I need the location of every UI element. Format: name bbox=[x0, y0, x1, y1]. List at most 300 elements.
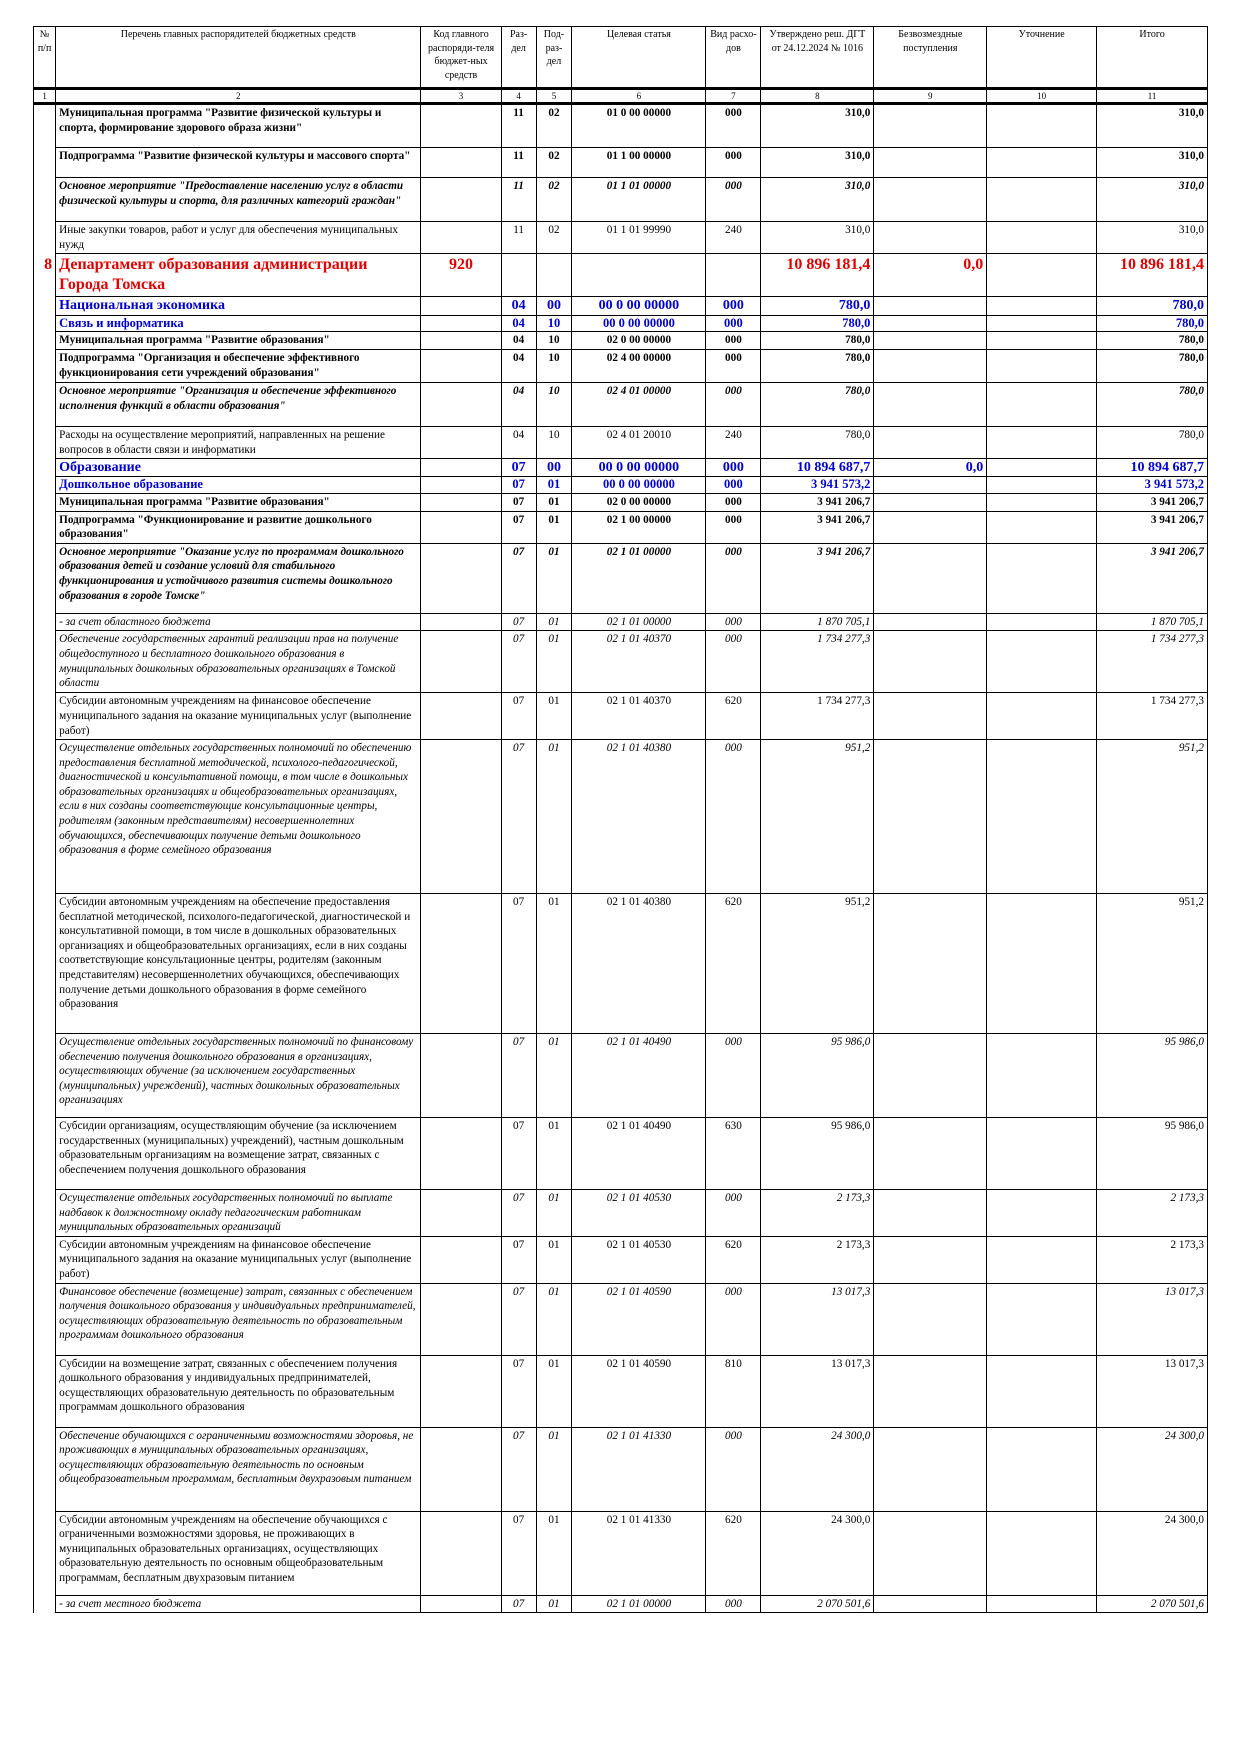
grants-amount bbox=[874, 148, 987, 178]
budget-item-name: Дошкольное образование bbox=[56, 477, 421, 494]
holder-code bbox=[421, 1355, 501, 1427]
section-code: 04 bbox=[501, 297, 536, 315]
row-number bbox=[34, 494, 56, 512]
approved-amount: 13 017,3 bbox=[761, 1355, 874, 1427]
approved-amount: 310,0 bbox=[761, 178, 874, 222]
budget-item-name: - за счет областного бюджета bbox=[56, 613, 421, 631]
approved-amount: 10 896 181,4 bbox=[761, 254, 874, 297]
grants-amount bbox=[874, 104, 987, 148]
grants-amount bbox=[874, 1355, 987, 1427]
approved-amount: 95 986,0 bbox=[761, 1034, 874, 1118]
budget-item-name: Муниципальная программа "Развитие образования" bbox=[56, 332, 421, 350]
subsection-code: 01 bbox=[536, 1355, 572, 1427]
adjustment-amount bbox=[987, 1355, 1097, 1427]
holder-code bbox=[421, 693, 501, 740]
section-code: 04 bbox=[501, 382, 536, 426]
subsection-code: 01 bbox=[536, 1236, 572, 1283]
holder-code bbox=[421, 315, 501, 332]
approved-amount: 3 941 206,7 bbox=[761, 543, 874, 613]
section-code bbox=[501, 254, 536, 297]
row-number bbox=[34, 297, 56, 315]
holder-code bbox=[421, 349, 501, 382]
adjustment-amount bbox=[987, 297, 1097, 315]
row-number bbox=[34, 1236, 56, 1283]
expense-type: 000 bbox=[706, 613, 761, 631]
budget-table bbox=[33, 26, 1208, 1613]
expense-type bbox=[706, 254, 761, 297]
row-number bbox=[34, 1427, 56, 1511]
header-approved: Утверждено реш. ДГТ от 24.12.2024 № 1016 bbox=[761, 27, 874, 89]
section-code: 07 bbox=[501, 1427, 536, 1511]
total-amount: 1 734 277,3 bbox=[1097, 631, 1208, 693]
section-code: 07 bbox=[501, 693, 536, 740]
row-number bbox=[34, 693, 56, 740]
header-target-article: Целевая статья bbox=[572, 27, 706, 89]
row-number bbox=[34, 332, 56, 350]
adjustment-amount bbox=[987, 104, 1097, 148]
column-number: 10 bbox=[987, 89, 1097, 104]
budget-item-name: Субсидии автономным учреждениям на финансовое обеспечение муниципального задания на оказание муниципальных услуг (выполнение работ) bbox=[56, 1236, 421, 1283]
table-row bbox=[34, 104, 1208, 148]
adjustment-amount bbox=[987, 315, 1097, 332]
expense-type: 620 bbox=[706, 693, 761, 740]
column-number-row bbox=[34, 89, 1208, 104]
total-amount: 3 941 206,7 bbox=[1097, 494, 1208, 512]
expense-type: 000 bbox=[706, 494, 761, 512]
approved-amount: 24 300,0 bbox=[761, 1427, 874, 1511]
budget-item-name: Финансовое обеспечение (возмещение) затрат, связанных с обеспечением получения дошкольного образования у индивидуальных предпринимателей, осуществляющих образовательную деятельность по образовательным программам дошкольного образования bbox=[56, 1283, 421, 1355]
grants-amount bbox=[874, 740, 987, 894]
holder-code bbox=[421, 511, 501, 543]
budget-item-name: Национальная экономика bbox=[56, 297, 421, 315]
holder-code bbox=[421, 426, 501, 458]
table-row bbox=[34, 1427, 1208, 1511]
total-amount: 780,0 bbox=[1097, 315, 1208, 332]
budget-item-name: Образование bbox=[56, 459, 421, 477]
row-number bbox=[34, 148, 56, 178]
target-article: 02 1 01 40490 bbox=[572, 1034, 706, 1118]
target-article: 02 1 01 00000 bbox=[572, 1595, 706, 1613]
table-row bbox=[34, 1034, 1208, 1118]
section-code: 07 bbox=[501, 1511, 536, 1595]
grants-amount bbox=[874, 1034, 987, 1118]
budget-item-name: Муниципальная программа "Развитие физической культуры и спорта, формирование здорового образа жизни" bbox=[56, 104, 421, 148]
subsection-code: 02 bbox=[536, 222, 572, 254]
grants-amount bbox=[874, 477, 987, 494]
budget-item-name: Осуществление отдельных государственных полномочий по выплате надбавок к должностному окладу педагогическим работникам муниципальных образовательных организаций bbox=[56, 1190, 421, 1237]
total-amount: 95 986,0 bbox=[1097, 1118, 1208, 1190]
header-subsection: Под-раз-дел bbox=[536, 27, 572, 89]
target-article: 02 1 01 00000 bbox=[572, 613, 706, 631]
table-row bbox=[34, 426, 1208, 458]
budget-item-name: Субсидии организациям, осуществляющим обучение (за исключением государственных (муниципальных) учреждений), частным дошкольным образовательным организациям на возмещение затрат, связанных с обеспечением получения дошкольного образования bbox=[56, 1118, 421, 1190]
adjustment-amount bbox=[987, 382, 1097, 426]
budget-item-name: Обеспечение государственных гарантий реализации прав на получение общедоступного и бесплатного дошкольного образования в муниципальных дошкольных образовательных организациях в Томской области bbox=[56, 631, 421, 693]
holder-code bbox=[421, 477, 501, 494]
section-code: 07 bbox=[501, 1595, 536, 1613]
expense-type: 620 bbox=[706, 1236, 761, 1283]
grants-amount bbox=[874, 1283, 987, 1355]
section-code: 07 bbox=[501, 1236, 536, 1283]
expense-type: 000 bbox=[706, 148, 761, 178]
target-article: 02 1 01 00000 bbox=[572, 543, 706, 613]
row-number bbox=[34, 631, 56, 693]
header-number: № п/п bbox=[34, 27, 56, 89]
total-amount: 2 173,3 bbox=[1097, 1236, 1208, 1283]
subsection-code: 10 bbox=[536, 315, 572, 332]
expense-type: 810 bbox=[706, 1355, 761, 1427]
budget-item-name: Осуществление отдельных государственных полномочий по обеспечению предоставления бесплатной методической, психолого-педагогической, диагностической и консультативной помощи, в том числе в дошкольных образовательных организациях и общеобразовательных организациях, если в них созданы соответствующие консультационные центры, родителям (законным представителям) несовершеннолетних обучающихся, обеспечивающих получение детьми дошкольного образования в форме семейного образования bbox=[56, 740, 421, 894]
target-article bbox=[572, 254, 706, 297]
adjustment-amount bbox=[987, 222, 1097, 254]
subsection-code: 01 bbox=[536, 494, 572, 512]
column-number: 9 bbox=[874, 89, 987, 104]
total-amount: 3 941 573,2 bbox=[1097, 477, 1208, 494]
subsection-code: 01 bbox=[536, 1118, 572, 1190]
row-number bbox=[34, 543, 56, 613]
adjustment-amount bbox=[987, 349, 1097, 382]
expense-type: 620 bbox=[706, 894, 761, 1034]
adjustment-amount bbox=[987, 1283, 1097, 1355]
row-number bbox=[34, 740, 56, 894]
adjustment-amount bbox=[987, 511, 1097, 543]
section-code: 11 bbox=[501, 104, 536, 148]
adjustment-amount bbox=[987, 1190, 1097, 1237]
adjustment-amount bbox=[987, 1595, 1097, 1613]
adjustment-amount bbox=[987, 1034, 1097, 1118]
subsection-code: 00 bbox=[536, 459, 572, 477]
section-code: 11 bbox=[501, 178, 536, 222]
adjustment-amount bbox=[987, 477, 1097, 494]
approved-amount: 2 070 501,6 bbox=[761, 1595, 874, 1613]
section-code: 11 bbox=[501, 148, 536, 178]
row-number bbox=[34, 1190, 56, 1237]
budget-item-name: Основное мероприятие "Предоставление населению услуг в области физической культуры и спорта, для различных категорий граждан" bbox=[56, 178, 421, 222]
table-row bbox=[34, 1190, 1208, 1237]
grants-amount bbox=[874, 511, 987, 543]
total-amount: 13 017,3 bbox=[1097, 1355, 1208, 1427]
total-amount: 1 870 705,1 bbox=[1097, 613, 1208, 631]
header-row bbox=[34, 27, 1208, 89]
section-code: 07 bbox=[501, 1118, 536, 1190]
adjustment-amount bbox=[987, 459, 1097, 477]
section-code: 07 bbox=[501, 494, 536, 512]
section-code: 07 bbox=[501, 511, 536, 543]
row-number bbox=[34, 1511, 56, 1595]
holder-code bbox=[421, 1236, 501, 1283]
section-code: 04 bbox=[501, 426, 536, 458]
header-adjustment: Уточнение bbox=[987, 27, 1097, 89]
total-amount: 3 941 206,7 bbox=[1097, 511, 1208, 543]
total-amount: 3 941 206,7 bbox=[1097, 543, 1208, 613]
adjustment-amount bbox=[987, 613, 1097, 631]
table-row bbox=[34, 315, 1208, 332]
subsection-code: 01 bbox=[536, 1283, 572, 1355]
subsection-code: 01 bbox=[536, 1427, 572, 1511]
adjustment-amount bbox=[987, 631, 1097, 693]
budget-item-name: Обеспечение обучающихся с ограниченными возможностями здоровья, не проживающих в муниципальных образовательных организациях, осуществляющих образовательную деятельность по основным общеобразовательным программам, бесплатным двухразовым питанием bbox=[56, 1427, 421, 1511]
total-amount: 310,0 bbox=[1097, 148, 1208, 178]
budget-item-name: Муниципальная программа "Развитие образования" bbox=[56, 494, 421, 512]
approved-amount: 1 734 277,3 bbox=[761, 631, 874, 693]
expense-type: 000 bbox=[706, 1034, 761, 1118]
approved-amount: 310,0 bbox=[761, 148, 874, 178]
grants-amount bbox=[874, 426, 987, 458]
header-holder-code: Код главного распоряди-теля бюджет-ных средств bbox=[421, 27, 501, 89]
total-amount: 780,0 bbox=[1097, 297, 1208, 315]
total-amount: 951,2 bbox=[1097, 894, 1208, 1034]
approved-amount: 1 734 277,3 bbox=[761, 693, 874, 740]
target-article: 02 1 01 41330 bbox=[572, 1427, 706, 1511]
total-amount: 13 017,3 bbox=[1097, 1283, 1208, 1355]
grants-amount bbox=[874, 297, 987, 315]
section-code: 07 bbox=[501, 1283, 536, 1355]
column-number: 6 bbox=[572, 89, 706, 104]
adjustment-amount bbox=[987, 1118, 1097, 1190]
holder-code bbox=[421, 104, 501, 148]
holder-code bbox=[421, 1595, 501, 1613]
subsection-code: 01 bbox=[536, 1595, 572, 1613]
expense-type: 000 bbox=[706, 511, 761, 543]
subsection-code: 01 bbox=[536, 631, 572, 693]
row-number bbox=[34, 1355, 56, 1427]
table-row bbox=[34, 1236, 1208, 1283]
grants-amount bbox=[874, 693, 987, 740]
adjustment-amount bbox=[987, 740, 1097, 894]
approved-amount: 780,0 bbox=[761, 297, 874, 315]
subsection-code: 01 bbox=[536, 1190, 572, 1237]
approved-amount: 3 941 573,2 bbox=[761, 477, 874, 494]
holder-code bbox=[421, 332, 501, 350]
total-amount: 780,0 bbox=[1097, 382, 1208, 426]
budget-item-name: - за счет местного бюджета bbox=[56, 1595, 421, 1613]
subsection-code: 01 bbox=[536, 543, 572, 613]
table-row bbox=[34, 613, 1208, 631]
subsection-code: 01 bbox=[536, 1034, 572, 1118]
total-amount: 310,0 bbox=[1097, 222, 1208, 254]
target-article: 01 1 00 00000 bbox=[572, 148, 706, 178]
target-article: 00 0 00 00000 bbox=[572, 315, 706, 332]
holder-code bbox=[421, 1034, 501, 1118]
row-number bbox=[34, 222, 56, 254]
table-row bbox=[34, 1355, 1208, 1427]
adjustment-amount bbox=[987, 693, 1097, 740]
grants-amount bbox=[874, 332, 987, 350]
budget-item-name: Субсидии автономным учреждениям на обеспечение обучающихся с ограниченными возможностями здоровья, не проживающих в муниципальных образовательных организациях, осуществляющих образовательную деятельность по основным общеобразовательным программам, бесплатным двухразовым питанием bbox=[56, 1511, 421, 1595]
approved-amount: 780,0 bbox=[761, 332, 874, 350]
subsection-code: 10 bbox=[536, 382, 572, 426]
adjustment-amount bbox=[987, 178, 1097, 222]
expense-type: 000 bbox=[706, 1427, 761, 1511]
expense-type: 000 bbox=[706, 382, 761, 426]
row-number bbox=[34, 1034, 56, 1118]
budget-item-name: Иные закупки товаров, работ и услуг для обеспечения муниципальных нужд bbox=[56, 222, 421, 254]
adjustment-amount bbox=[987, 1511, 1097, 1595]
target-article: 02 1 01 40590 bbox=[572, 1355, 706, 1427]
budget-table-body bbox=[34, 104, 1208, 1613]
target-article: 00 0 00 00000 bbox=[572, 459, 706, 477]
expense-type: 000 bbox=[706, 332, 761, 350]
adjustment-amount bbox=[987, 1236, 1097, 1283]
budget-item-name: Подпрограмма "Функционирование и развитие дошкольного образования" bbox=[56, 511, 421, 543]
column-number: 8 bbox=[761, 89, 874, 104]
table-row bbox=[34, 477, 1208, 494]
approved-amount: 2 173,3 bbox=[761, 1236, 874, 1283]
grants-amount bbox=[874, 631, 987, 693]
header-grants: Безвозмездные поступления bbox=[874, 27, 987, 89]
subsection-code: 01 bbox=[536, 511, 572, 543]
target-article: 01 0 00 00000 bbox=[572, 104, 706, 148]
subsection-code bbox=[536, 254, 572, 297]
target-article: 02 1 01 40380 bbox=[572, 740, 706, 894]
approved-amount: 951,2 bbox=[761, 740, 874, 894]
subsection-code: 01 bbox=[536, 1511, 572, 1595]
grants-amount bbox=[874, 543, 987, 613]
section-code: 07 bbox=[501, 459, 536, 477]
row-number bbox=[34, 382, 56, 426]
column-number: 2 bbox=[56, 89, 421, 104]
adjustment-amount bbox=[987, 1427, 1097, 1511]
row-number bbox=[34, 511, 56, 543]
expense-type: 000 bbox=[706, 543, 761, 613]
table-row bbox=[34, 511, 1208, 543]
subsection-code: 01 bbox=[536, 894, 572, 1034]
total-amount: 10 894 687,7 bbox=[1097, 459, 1208, 477]
approved-amount: 3 941 206,7 bbox=[761, 494, 874, 512]
column-number: 7 bbox=[706, 89, 761, 104]
holder-code: 920 bbox=[421, 254, 501, 297]
table-row bbox=[34, 297, 1208, 315]
target-article: 02 1 01 40590 bbox=[572, 1283, 706, 1355]
section-code: 07 bbox=[501, 631, 536, 693]
budget-item-name: Подпрограмма "Развитие физической культуры и массового спорта" bbox=[56, 148, 421, 178]
subsection-code: 01 bbox=[536, 613, 572, 631]
table-row bbox=[34, 1595, 1208, 1613]
section-code: 04 bbox=[501, 332, 536, 350]
holder-code bbox=[421, 1283, 501, 1355]
table-row bbox=[34, 631, 1208, 693]
row-number: 8 bbox=[34, 254, 56, 297]
table-row bbox=[34, 494, 1208, 512]
header-expense-type: Вид расхо-дов bbox=[706, 27, 761, 89]
target-article: 02 4 00 00000 bbox=[572, 349, 706, 382]
holder-code bbox=[421, 148, 501, 178]
total-amount: 310,0 bbox=[1097, 104, 1208, 148]
budget-item-name: Расходы на осуществление мероприятий, направленных на решение вопросов в области связи и информатики bbox=[56, 426, 421, 458]
column-number: 5 bbox=[536, 89, 572, 104]
row-number bbox=[34, 349, 56, 382]
section-code: 11 bbox=[501, 222, 536, 254]
grants-amount bbox=[874, 222, 987, 254]
row-number bbox=[34, 1283, 56, 1355]
holder-code bbox=[421, 543, 501, 613]
table-row bbox=[34, 459, 1208, 477]
target-article: 02 1 01 40530 bbox=[572, 1236, 706, 1283]
grants-amount bbox=[874, 178, 987, 222]
holder-code bbox=[421, 222, 501, 254]
grants-amount bbox=[874, 494, 987, 512]
target-article: 01 1 01 99990 bbox=[572, 222, 706, 254]
approved-amount: 1 870 705,1 bbox=[761, 613, 874, 631]
table-row bbox=[34, 740, 1208, 894]
budget-item-name: Субсидии на возмещение затрат, связанных с обеспечением получения дошкольного образования у индивидуальных предпринимателей, осуществляющих образовательную деятельность по образовательным программам дошкольного образования bbox=[56, 1355, 421, 1427]
target-article: 02 1 00 00000 bbox=[572, 511, 706, 543]
target-article: 02 1 01 40370 bbox=[572, 631, 706, 693]
subsection-code: 01 bbox=[536, 477, 572, 494]
approved-amount: 10 894 687,7 bbox=[761, 459, 874, 477]
table-row bbox=[34, 254, 1208, 297]
column-number: 11 bbox=[1097, 89, 1208, 104]
grants-amount bbox=[874, 382, 987, 426]
adjustment-amount bbox=[987, 332, 1097, 350]
subsection-code: 02 bbox=[536, 104, 572, 148]
approved-amount: 310,0 bbox=[761, 222, 874, 254]
total-amount: 780,0 bbox=[1097, 426, 1208, 458]
grants-amount: 0,0 bbox=[874, 459, 987, 477]
expense-type: 240 bbox=[706, 222, 761, 254]
row-number bbox=[34, 459, 56, 477]
header-section: Раз-дел bbox=[501, 27, 536, 89]
target-article: 02 1 01 41330 bbox=[572, 1511, 706, 1595]
approved-amount: 780,0 bbox=[761, 349, 874, 382]
expense-type: 000 bbox=[706, 178, 761, 222]
approved-amount: 951,2 bbox=[761, 894, 874, 1034]
grants-amount bbox=[874, 1236, 987, 1283]
table-row bbox=[34, 222, 1208, 254]
total-amount: 780,0 bbox=[1097, 332, 1208, 350]
grants-amount bbox=[874, 1595, 987, 1613]
grants-amount bbox=[874, 1427, 987, 1511]
expense-type: 000 bbox=[706, 297, 761, 315]
table-row bbox=[34, 332, 1208, 350]
adjustment-amount bbox=[987, 426, 1097, 458]
table-row bbox=[34, 1118, 1208, 1190]
approved-amount: 3 941 206,7 bbox=[761, 511, 874, 543]
target-article: 02 4 01 20010 bbox=[572, 426, 706, 458]
expense-type: 000 bbox=[706, 459, 761, 477]
adjustment-amount bbox=[987, 894, 1097, 1034]
column-number: 3 bbox=[421, 89, 501, 104]
budget-item-name: Осуществление отдельных государственных полномочий по финансовому обеспечению получения дошкольного образования в организациях, осуществляющих обучение (за исключением государственных (муниципальных) учреждений), частных дошкольных образовательных организациях bbox=[56, 1034, 421, 1118]
adjustment-amount bbox=[987, 254, 1097, 297]
expense-type: 000 bbox=[706, 1190, 761, 1237]
total-amount: 2 070 501,6 bbox=[1097, 1595, 1208, 1613]
expense-type: 240 bbox=[706, 426, 761, 458]
holder-code bbox=[421, 1511, 501, 1595]
section-code: 07 bbox=[501, 1034, 536, 1118]
section-code: 07 bbox=[501, 1355, 536, 1427]
table-row bbox=[34, 894, 1208, 1034]
expense-type: 000 bbox=[706, 104, 761, 148]
total-amount: 780,0 bbox=[1097, 349, 1208, 382]
total-amount: 310,0 bbox=[1097, 178, 1208, 222]
budget-item-name: Подпрограмма "Организация и обеспечение эффективного функционирования сети учреждений образования" bbox=[56, 349, 421, 382]
holder-code bbox=[421, 178, 501, 222]
grants-amount bbox=[874, 1511, 987, 1595]
section-code: 07 bbox=[501, 740, 536, 894]
total-amount: 10 896 181,4 bbox=[1097, 254, 1208, 297]
section-code: 07 bbox=[501, 894, 536, 1034]
holder-code bbox=[421, 1190, 501, 1237]
holder-code bbox=[421, 459, 501, 477]
budget-item-name: Основное мероприятие "Организация и обеспечение эффективного исполнения функций в области образования" bbox=[56, 382, 421, 426]
holder-code bbox=[421, 740, 501, 894]
row-number bbox=[34, 477, 56, 494]
section-code: 04 bbox=[501, 315, 536, 332]
grants-amount: 0,0 bbox=[874, 254, 987, 297]
header-total: Итого bbox=[1097, 27, 1208, 89]
target-article: 02 1 01 40490 bbox=[572, 1118, 706, 1190]
